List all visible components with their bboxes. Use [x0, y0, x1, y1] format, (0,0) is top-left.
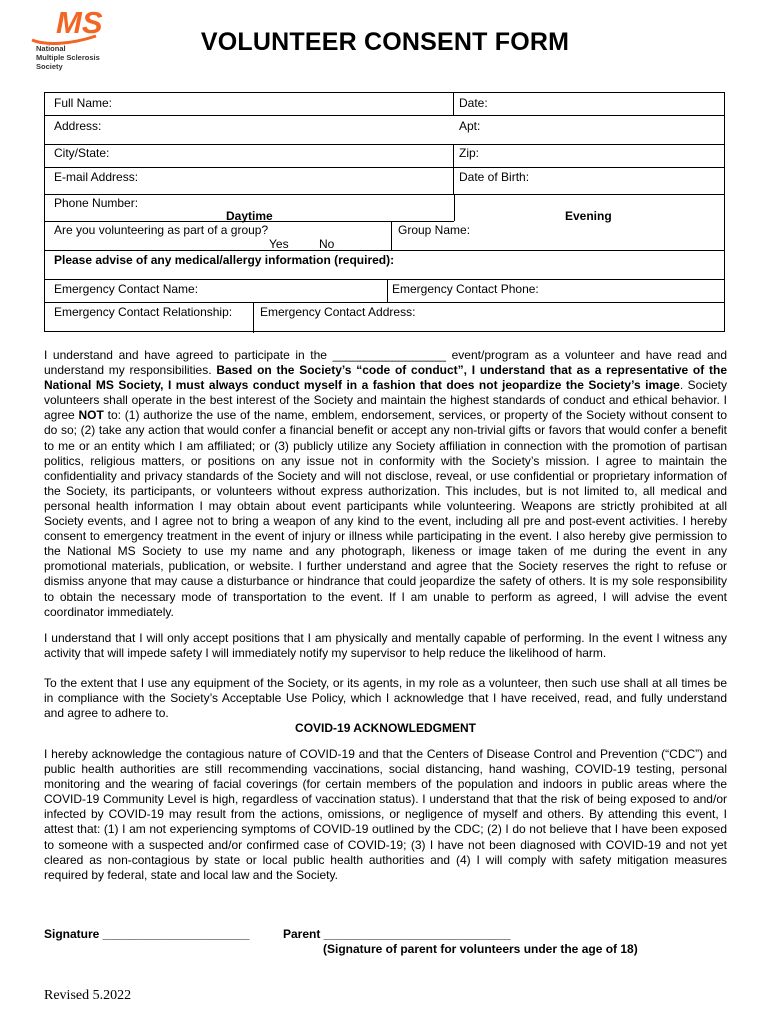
- full-name-field[interactable]: Full Name:: [54, 96, 113, 110]
- address-field[interactable]: Address:: [54, 119, 102, 133]
- emergency-contact-phone-field[interactable]: Emergency Contact Phone:: [392, 282, 539, 296]
- emergency-contact-relationship-field[interactable]: Emergency Contact Relationship:: [54, 305, 233, 319]
- volunteer-info-form: [44, 92, 725, 332]
- emergency-contact-name-field[interactable]: Emergency Contact Name:: [54, 282, 199, 296]
- group-yes-option[interactable]: Yes: [269, 237, 289, 251]
- date-field[interactable]: Date:: [459, 96, 488, 110]
- consent-paragraph: I understand and have agreed to participate in the _________________ event/program as a volunteer and have read and understand my responsibilities. Based on the Society’s “code of conduct”, I understand that as a representative of the National MS Society, I must always conduct myself in a fashion that does not jeopardize the Society’s image. Society volunteers shall operate in the best interest of the Society and maintain the highest standards of conduct and ethical behavior. I agree NOT to: (1) authorize the use of the name, emblem, endorsement, services, or property of the Society without consent to do so; (2) take any action that would confer a financial benefit or accept any non-trivial gifts or favors that would confer a benefit to me or an entity which I am affiliated; or (3) publicly utilize any Society affiliation in connection with the promotion of partisan politics, religious matters, or positions on any issue not in conformity with the Society’s mission. I agree to maintain the confidentiality and privacy standards of the Society and will not disclose, reveal, or use confidential or proprietary information of the Society, its participants, or volunteers without express authorization. This includes, but is not limited to, all medical and personal health information I may obtain about event participants while volunteering. Weapons are strictly prohibited at all Society events, and I agree not to bring a weapon of any kind to the event, including all pre and post-event activities. I hereby consent to emergency treatment in the event of injury or illness while participating in the event. I also hereby give permission to the National MS Society to use my name and any photograph, likeness or image taken of me during the event in any promotional materials, publication, or website. I further understand and agree that the Society reserves the right to refuse or dismiss anyone that may cause a disturbance or hindrance that could jeopardize the safety of others. It is my sole responsibility to obtain the necessary mode of transportation to the event. If I am unable to perform as agreed, I will advise the event coordinator immediately.: [44, 348, 727, 619]
- emergency-contact-address-field[interactable]: Emergency Contact Address:: [260, 305, 416, 319]
- page-title: VOLUNTEER CONSENT FORM: [200, 28, 570, 56]
- parent-signature-line[interactable]: Parent ____________________________: [283, 927, 511, 941]
- evening-label: Evening: [565, 209, 612, 223]
- group-name-field[interactable]: Group Name:: [398, 223, 471, 237]
- group-question: Are you volunteering as part of a group?: [54, 223, 269, 237]
- parent-signature-note: (Signature of parent for volunteers under the age of 18): [323, 942, 638, 956]
- capability-paragraph: I understand that I will only accept positions that I am physically and mentally capable of performing. In the event I witness any activity that will impede safety I will immediately notify my supervisor to help reduce the likelihood of harm.: [44, 631, 727, 661]
- city-state-field[interactable]: City/State:: [54, 146, 110, 160]
- dob-field[interactable]: Date of Birth:: [459, 170, 530, 184]
- logo-org-name: National Multiple Sclerosis Society: [36, 44, 100, 71]
- group-no-option[interactable]: No: [319, 237, 335, 251]
- svg-text:MS: MS: [56, 6, 103, 40]
- covid-heading: COVID-19 ACKNOWLEDGMENT: [295, 721, 476, 735]
- covid-paragraph: I hereby acknowledge the contagious nature of COVID-19 and that the Centers of Disease Control and Prevention (“CDC”) and public health authorities are still recommending vaccinations, social distancing, hand washing, COVID-19 testing, personal monitoring and the wearing of facial coverings (for certain members of the population and indoors in public areas where the COVID-19 Community Level is high, regardless of vaccination status). I understand that that the risk of being exposed to and/or infected by COVID-19 may result from the actions, omissions, or negligence of myself and others. By attending this event, I attest that: (1) I am not experiencing symptoms of COVID-19 outlined by the CDC; (2) I do not believe that I have been exposed to someone with a suspected and/or confirmed case of COVID-19; (3) I have not been diagnosed with COVID-19 and not yet cleared as non-contagious by state or local public health authorities and (4) I will comply with safety mitigation measures required by federal, state and local law and the Society.: [44, 747, 727, 882]
- revision-date: Revised 5.2022: [44, 988, 132, 1003]
- apt-field[interactable]: Apt:: [459, 119, 481, 133]
- medical-info-field[interactable]: Please advise of any medical/allergy information (required):: [54, 253, 395, 267]
- phone-field[interactable]: Phone Number:: [54, 196, 139, 210]
- email-field[interactable]: E-mail Address:: [54, 170, 139, 184]
- equipment-paragraph: To the extent that I use any equipment of the Society, or its agents, in my role as a volunteer, then such use shall at all times be in compliance with the Society’s Acceptable Use Policy, which I acknowledge that I have received, read, and fully understand and agree to adhere to.: [44, 676, 727, 721]
- daytime-label: Daytime: [226, 209, 273, 223]
- zip-field[interactable]: Zip:: [459, 146, 480, 160]
- signature-line[interactable]: Signature ______________________: [44, 927, 250, 941]
